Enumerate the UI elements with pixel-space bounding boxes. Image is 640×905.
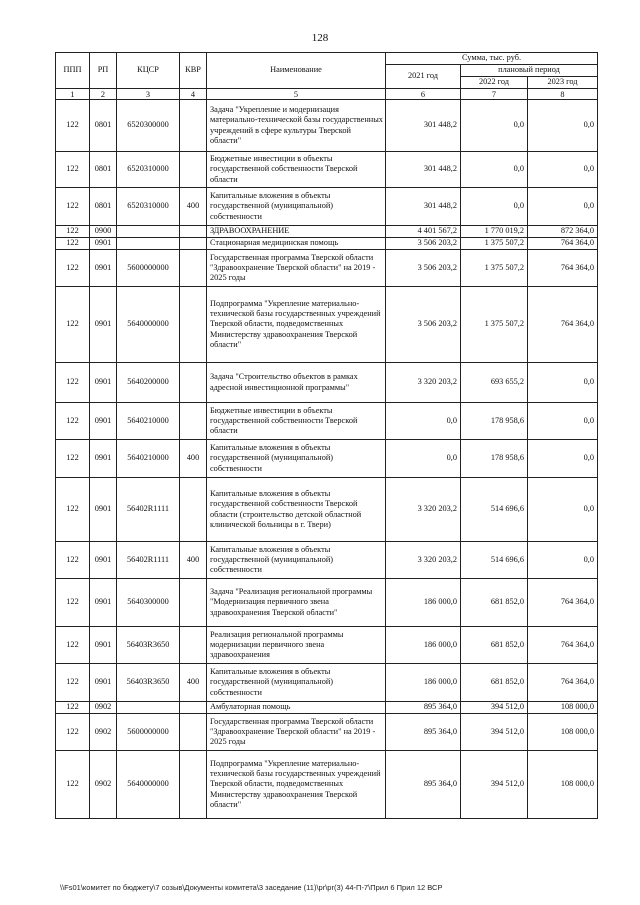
cell-kcsr: 5640200000 (117, 363, 180, 403)
cell-2021: 3 506 203,2 (386, 238, 461, 250)
table-row (56, 627, 598, 664)
cell-kcsr: 56402R1111 (117, 542, 180, 579)
cell-ppp: 122 (56, 440, 90, 478)
cell-2021: 301 448,2 (386, 100, 461, 152)
cell-2022: 0,0 (461, 188, 528, 226)
cell-ppp: 122 (56, 226, 90, 238)
cell-rp: 0901 (90, 542, 117, 579)
cell-2023: 764 364,0 (528, 287, 598, 363)
cell-rp: 0901 (90, 250, 117, 287)
column-number: 3 (117, 89, 180, 100)
cell-kvr (180, 403, 207, 440)
cell-kcsr: 5600000000 (117, 714, 180, 751)
cell-ppp: 122 (56, 403, 90, 440)
cell-2021: 186 000,0 (386, 627, 461, 664)
header-planned-period: плановый период (461, 65, 598, 77)
file-path-footer: \\Fs01\комитет по бюджету\7 созыв\Документы комитета\3 заседание (11)\pr\pr(3) 44-П-7\Прил 6 Прил 12 ВСР (60, 883, 443, 892)
header-2022: 2022 год (461, 77, 528, 89)
table-row (56, 238, 598, 250)
cell-2023: 0,0 (528, 188, 598, 226)
cell-kcsr: 5640000000 (117, 287, 180, 363)
cell-kcsr: 5640000000 (117, 751, 180, 819)
cell-rp: 0801 (90, 100, 117, 152)
table-row (56, 542, 598, 579)
budget-table (55, 52, 598, 819)
cell-kvr: 400 (180, 188, 207, 226)
cell-rp: 0901 (90, 287, 117, 363)
cell-name: Подпрограмма "Укрепление материально-технической базы государственных учреждений Тверской области, подведомственных Министерству здравоохранения Тверской области" (207, 287, 386, 363)
cell-name: Капитальные вложения в объекты государственной собственности Тверской области (строительство детской областной клинической больницы в г. Твери) (207, 478, 386, 542)
cell-kvr: 400 (180, 440, 207, 478)
cell-2022: 0,0 (461, 152, 528, 188)
table-row (56, 250, 598, 287)
cell-2021: 895 364,0 (386, 702, 461, 714)
cell-2022: 681 852,0 (461, 627, 528, 664)
cell-name: Государственная программа Тверской области "Здравоохранение Тверской области" на 2019 - 2025 годы (207, 714, 386, 751)
table-row (56, 363, 598, 403)
cell-2023: 0,0 (528, 403, 598, 440)
cell-2023: 108 000,0 (528, 714, 598, 751)
cell-2021: 895 364,0 (386, 714, 461, 751)
cell-2023: 764 364,0 (528, 579, 598, 627)
cell-ppp: 122 (56, 152, 90, 188)
cell-kvr (180, 152, 207, 188)
cell-2021: 3 506 203,2 (386, 250, 461, 287)
cell-name: Бюджетные инвестиции в объекты государственной собственности Тверской области (207, 403, 386, 440)
cell-kvr (180, 714, 207, 751)
cell-2023: 764 364,0 (528, 250, 598, 287)
cell-ppp: 122 (56, 250, 90, 287)
cell-kcsr (117, 226, 180, 238)
column-number: 4 (180, 89, 207, 100)
cell-rp: 0901 (90, 238, 117, 250)
cell-kvr (180, 100, 207, 152)
table-body (56, 100, 598, 819)
cell-ppp: 122 (56, 363, 90, 403)
table-row (56, 188, 598, 226)
cell-name: Подпрограмма "Укрепление материально-технической базы государственных учреждений Тверской области, подведомственных Министерству здравоохранения Тверской области" (207, 751, 386, 819)
cell-rp: 0901 (90, 363, 117, 403)
cell-rp: 0902 (90, 751, 117, 819)
table-row (56, 664, 598, 702)
cell-rp: 0901 (90, 664, 117, 702)
cell-2021: 3 320 203,2 (386, 478, 461, 542)
header-sum: Сумма, тыс. руб. (386, 53, 598, 65)
cell-kvr (180, 478, 207, 542)
cell-kcsr: 56402R1111 (117, 478, 180, 542)
cell-2022: 394 512,0 (461, 702, 528, 714)
cell-2022: 1 770 019,2 (461, 226, 528, 238)
cell-rp: 0801 (90, 152, 117, 188)
cell-2022: 681 852,0 (461, 664, 528, 702)
cell-2023: 0,0 (528, 100, 598, 152)
cell-kvr (180, 751, 207, 819)
cell-name: Капитальные вложения в объекты государственной (муниципальной) собственности (207, 542, 386, 579)
cell-2021: 0,0 (386, 403, 461, 440)
cell-name: Стационарная медицинская помощь (207, 238, 386, 250)
cell-kvr (180, 702, 207, 714)
cell-name: Задача "Укрепление и модернизация материально-технической базы государственных учреждений в сфере культуры Тверской области" (207, 100, 386, 152)
cell-ppp: 122 (56, 238, 90, 250)
cell-name: Задача "Реализация региональной программы "Модернизация первичного звена здравоохранения Тверской области" (207, 579, 386, 627)
cell-2023: 764 364,0 (528, 627, 598, 664)
cell-kvr (180, 250, 207, 287)
column-number: 5 (207, 89, 386, 100)
cell-kvr (180, 238, 207, 250)
cell-rp: 0900 (90, 226, 117, 238)
cell-kcsr: 5640210000 (117, 440, 180, 478)
cell-kvr (180, 627, 207, 664)
cell-2023: 0,0 (528, 440, 598, 478)
cell-ppp: 122 (56, 542, 90, 579)
table-row (56, 403, 598, 440)
cell-2023: 764 364,0 (528, 664, 598, 702)
cell-kcsr (117, 702, 180, 714)
table-row (56, 702, 598, 714)
cell-2022: 1 375 507,2 (461, 287, 528, 363)
cell-kcsr: 56403R3650 (117, 627, 180, 664)
cell-name: Реализация региональной программы модернизации первичного звена здравоохранения (207, 627, 386, 664)
cell-ppp: 122 (56, 751, 90, 819)
cell-ppp: 122 (56, 478, 90, 542)
cell-rp: 0901 (90, 579, 117, 627)
cell-kvr: 400 (180, 664, 207, 702)
cell-name: Капитальные вложения в объекты государственной (муниципальной) собственности (207, 188, 386, 226)
cell-kcsr (117, 238, 180, 250)
cell-2021: 186 000,0 (386, 579, 461, 627)
cell-kvr (180, 579, 207, 627)
cell-2021: 0,0 (386, 440, 461, 478)
cell-kcsr: 6520300000 (117, 100, 180, 152)
cell-ppp: 122 (56, 188, 90, 226)
cell-2023: 108 000,0 (528, 751, 598, 819)
cell-ppp: 122 (56, 714, 90, 751)
cell-ppp: 122 (56, 702, 90, 714)
cell-2021: 3 320 203,2 (386, 363, 461, 403)
cell-2022: 178 958,6 (461, 403, 528, 440)
cell-kcsr: 56403R3650 (117, 664, 180, 702)
table-row (56, 287, 598, 363)
cell-ppp: 122 (56, 287, 90, 363)
cell-2023: 764 364,0 (528, 238, 598, 250)
cell-kvr (180, 287, 207, 363)
cell-kvr: 400 (180, 542, 207, 579)
cell-kvr (180, 363, 207, 403)
table-row (56, 478, 598, 542)
cell-ppp: 122 (56, 579, 90, 627)
cell-name: Государственная программа Тверской области "Здравоохранение Тверской области" на 2019 - 2025 годы (207, 250, 386, 287)
column-number-row (56, 89, 598, 100)
column-number: 6 (386, 89, 461, 100)
cell-rp: 0801 (90, 188, 117, 226)
column-number: 2 (90, 89, 117, 100)
cell-name: Капитальные вложения в объекты государственной (муниципальной) собственности (207, 664, 386, 702)
cell-2022: 1 375 507,2 (461, 250, 528, 287)
cell-2022: 178 958,6 (461, 440, 528, 478)
cell-ppp: 122 (56, 664, 90, 702)
cell-rp: 0901 (90, 627, 117, 664)
cell-name: Амбулаторная помощь (207, 702, 386, 714)
cell-2023: 108 000,0 (528, 702, 598, 714)
cell-2022: 394 512,0 (461, 714, 528, 751)
cell-2021: 301 448,2 (386, 188, 461, 226)
cell-kcsr: 5600000000 (117, 250, 180, 287)
cell-2022: 693 655,2 (461, 363, 528, 403)
cell-name: Бюджетные инвестиции в объекты государственной собственности Тверской области (207, 152, 386, 188)
cell-2021: 186 000,0 (386, 664, 461, 702)
table-row (56, 579, 598, 627)
cell-2022: 0,0 (461, 100, 528, 152)
cell-2022: 514 696,6 (461, 478, 528, 542)
cell-rp: 0902 (90, 702, 117, 714)
table-header (56, 53, 598, 100)
cell-2023: 0,0 (528, 478, 598, 542)
cell-2022: 514 696,6 (461, 542, 528, 579)
column-number: 7 (461, 89, 528, 100)
cell-rp: 0901 (90, 403, 117, 440)
cell-2023: 0,0 (528, 542, 598, 579)
cell-rp: 0902 (90, 714, 117, 751)
cell-kcsr: 6520310000 (117, 152, 180, 188)
header-name: Наименование (207, 53, 386, 89)
cell-2021: 895 364,0 (386, 751, 461, 819)
header-kvr: КВР (180, 53, 207, 89)
cell-2023: 872 364,0 (528, 226, 598, 238)
cell-2022: 681 852,0 (461, 579, 528, 627)
table-row (56, 152, 598, 188)
cell-kcsr: 6520310000 (117, 188, 180, 226)
cell-2021: 4 401 567,2 (386, 226, 461, 238)
cell-name: Задача "Строительство объектов в рамках адресной инвестиционной программы" (207, 363, 386, 403)
cell-2021: 301 448,2 (386, 152, 461, 188)
table-row (56, 714, 598, 751)
cell-name: ЗДРАВООХРАНЕНИЕ (207, 226, 386, 238)
cell-rp: 0901 (90, 478, 117, 542)
header-rp: РП (90, 53, 117, 89)
cell-kcsr: 5640210000 (117, 403, 180, 440)
header-kcsr: КЦСР (117, 53, 180, 89)
cell-2023: 0,0 (528, 363, 598, 403)
table-row (56, 751, 598, 819)
cell-kvr (180, 226, 207, 238)
header-2021: 2021 год (386, 65, 461, 89)
table-row (56, 440, 598, 478)
cell-2021: 3 506 203,2 (386, 287, 461, 363)
cell-ppp: 122 (56, 100, 90, 152)
cell-name: Капитальные вложения в объекты государственной (муниципальной) собственности (207, 440, 386, 478)
cell-2022: 1 375 507,2 (461, 238, 528, 250)
cell-2022: 394 512,0 (461, 751, 528, 819)
table-row (56, 100, 598, 152)
table-row (56, 226, 598, 238)
header-2023: 2023 год (528, 77, 598, 89)
cell-2023: 0,0 (528, 152, 598, 188)
cell-ppp: 122 (56, 627, 90, 664)
column-number: 8 (528, 89, 598, 100)
cell-2021: 3 320 203,2 (386, 542, 461, 579)
cell-rp: 0901 (90, 440, 117, 478)
cell-kcsr: 5640300000 (117, 579, 180, 627)
header-ppp: ППП (56, 53, 90, 89)
column-number: 1 (56, 89, 90, 100)
page-number: 128 (311, 32, 329, 44)
